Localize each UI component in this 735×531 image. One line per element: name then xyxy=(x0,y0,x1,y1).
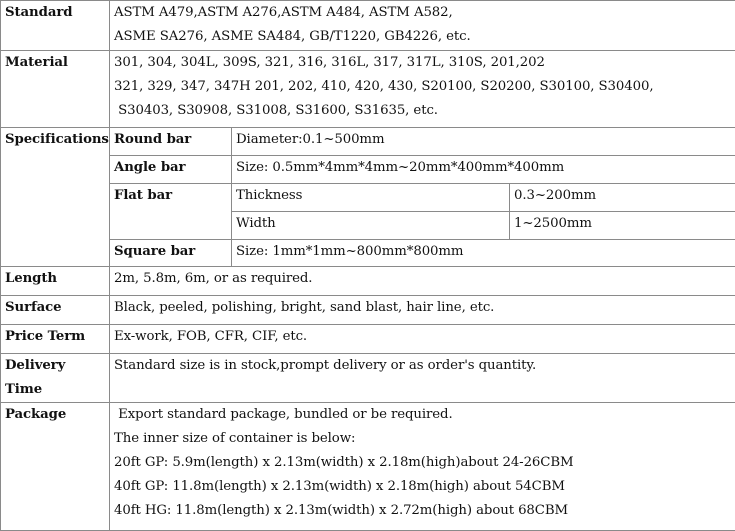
label-square-bar: Square bar xyxy=(110,240,232,267)
package-line: 40ft HG: 11.8m(length) x 2.13m(width) x 2.72m(high) about 68CBM xyxy=(114,499,731,523)
label-flat-bar: Flat bar xyxy=(110,184,232,240)
label-angle-bar: Angle bar xyxy=(110,156,232,184)
package-line: 20ft GP: 5.9m(length) x 2.13m(width) x 2.18m(high)about 24-26CBM xyxy=(114,451,731,475)
label-thickness: Thickness xyxy=(232,184,510,212)
value-thickness: 0.3~200mm xyxy=(510,184,735,212)
label-length: Length xyxy=(1,267,110,296)
label-package: Package xyxy=(1,403,110,531)
row-round-bar xyxy=(1,128,735,156)
value-material xyxy=(110,51,735,128)
row-surface xyxy=(1,296,735,325)
standard-line: ASTM A479,ASTM A276,ASTM A484, ASTM A582, xyxy=(114,1,731,25)
row-angle-bar xyxy=(1,156,735,184)
package-line: 40ft GP: 11.8m(length) x 2.13m(width) x 2.18m(high) about 54CBM xyxy=(114,475,731,499)
standard-line: ASME SA276, ASME SA484, GB/T1220, GB4226, etc. xyxy=(114,25,731,49)
row-price-term xyxy=(1,325,735,354)
package-line: The inner size of container is below: xyxy=(114,427,731,451)
material-line: 301, 304, 304L, 309S, 321, 316, 316L, 317, 317L, 310S, 201,202 xyxy=(114,51,731,75)
label-specifications: Specifications xyxy=(1,128,110,267)
value-square-bar: Size: 1mm*1mm~800mm*800mm xyxy=(232,240,735,267)
label-standard: Standard xyxy=(1,1,110,51)
row-package xyxy=(1,403,735,531)
value-length: 2m, 5.8m, 6m, or as required. xyxy=(110,267,735,296)
value-standard xyxy=(110,1,735,51)
value-angle-bar: Size: 0.5mm*4mm*4mm~20mm*400mm*400mm xyxy=(232,156,735,184)
row-length xyxy=(1,267,735,296)
label-round-bar: Round bar xyxy=(110,128,232,156)
value-surface: Black, peeled, polishing, bright, sand blast, hair line, etc. xyxy=(110,296,735,325)
value-round-bar: Diameter:0.1~500mm xyxy=(232,128,735,156)
row-delivery-time xyxy=(1,354,735,403)
label-surface: Surface xyxy=(1,296,110,325)
label-width: Width xyxy=(232,212,510,240)
label-delivery-time: Delivery Time xyxy=(1,354,110,403)
value-width: 1~2500mm xyxy=(510,212,735,240)
package-line: Export standard package, bundled or be required. xyxy=(114,403,731,427)
row-standard xyxy=(1,1,735,51)
value-delivery-time: Standard size is in stock,prompt delivery or as order's quantity. xyxy=(110,354,735,403)
row-flat-bar-thickness xyxy=(1,184,735,212)
material-line: 321, 329, 347, 347H 201, 202, 410, 420, 430, S20100, S20200, S30100, S30400, xyxy=(114,75,731,99)
material-line: S30403, S30908, S31008, S31600, S31635, etc. xyxy=(114,99,731,123)
label-material: Material xyxy=(1,51,110,128)
row-square-bar xyxy=(1,240,735,267)
value-price-term: Ex-work, FOB, CFR, CIF, etc. xyxy=(110,325,735,354)
value-package xyxy=(110,403,735,531)
row-material xyxy=(1,51,735,128)
label-price-term: Price Term xyxy=(1,325,110,354)
